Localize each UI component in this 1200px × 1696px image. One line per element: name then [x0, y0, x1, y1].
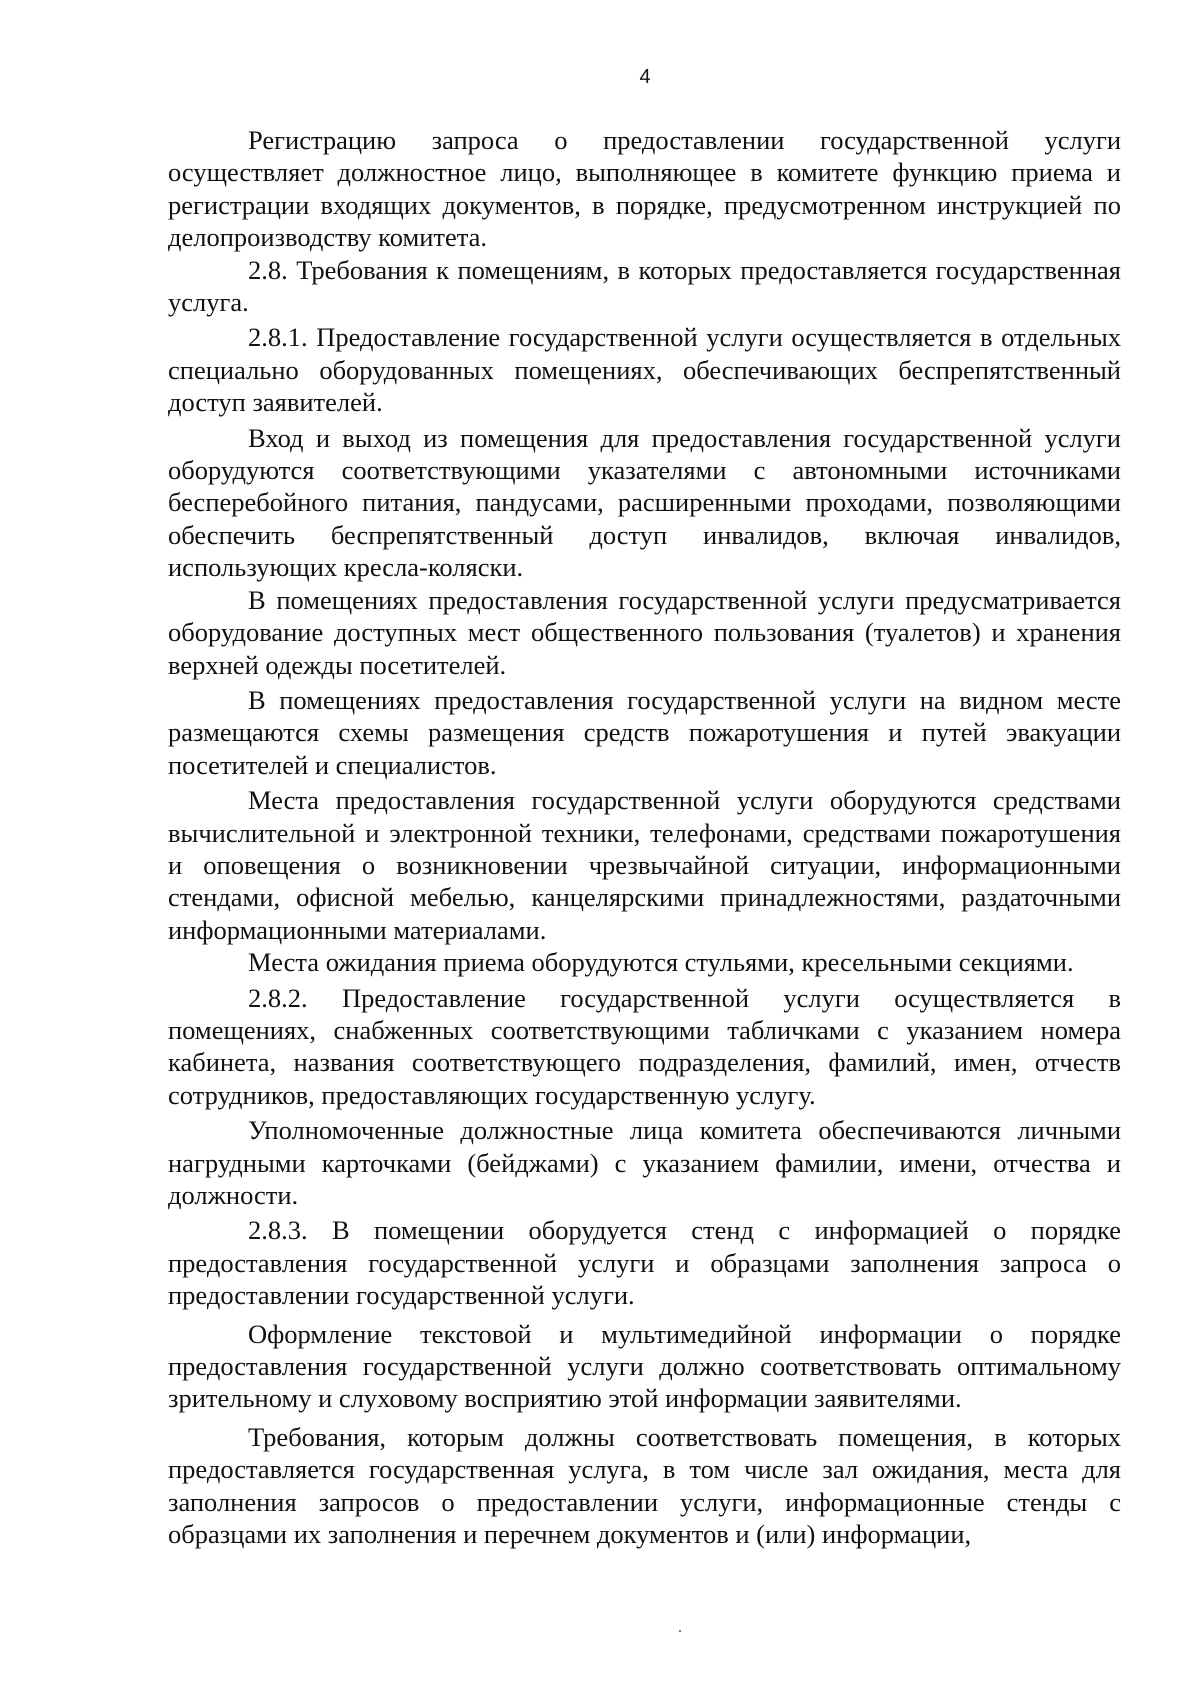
- document-body: [168, 124, 1121, 1550]
- paragraph-entrance-exit: Вход и выход из помещения для предоставления государственной услуги оборудуются соответствующими указателями с автономными источниками бесперебойного питания, пандусами, расширенными проходами, позволяющими обеспечить беспрепятственный доступ инвалидов, включая инвалидов, использующих кресла-коляски.: [168, 422, 1121, 583]
- paragraph-service-places-equipment: Места предоставления государственной услуги оборудуются средствами вычислительной и электронной техники, телефонами, средствами пожаротушения и оповещения о возникновении чрезвычайной ситуации, информационными стендами, офисной мебелью, канцелярскими принадлежностями, раздаточными информационными материалами.: [168, 785, 1121, 945]
- page-number: 4: [639, 66, 651, 88]
- paragraph-badges: Уполномоченные должностные лица комитета обеспечиваются личными нагрудными карточками (бейджами) с указанием фамилии, имени, отчества и должности.: [168, 1115, 1121, 1210]
- paragraph-2-8-heading: 2.8. Требования к помещениям, в которых предоставляется государственная услуга.: [168, 254, 1121, 318]
- scan-speck: [679, 1630, 681, 1632]
- paragraph-waiting-places: Места ожидания приема оборудуются стульями, кресельными секциями.: [248, 947, 1074, 978]
- paragraph-2-8-1: 2.8.1. Предоставление государственной услуги осуществляется в отдельных специально оборудованных помещениях, обеспечивающих беспрепятственный доступ заявителей.: [168, 322, 1121, 418]
- paragraph-premises-requirements: Требования, которым должны соответствовать помещения, в которых предоставляется государственная услуга, в том числе зал ожидания, места для заполнения запросов о предоставлении услуги, информационные стенды с образцами их заполнения и перечнем документов и (или) информации,: [168, 1421, 1121, 1550]
- paragraph-2-8-3: 2.8.3. В помещении оборудуется стенд с информацией о порядке предоставления государственной услуги и образцами заполнения запроса о предоставлении государственной услуги.: [168, 1215, 1121, 1311]
- paragraph-evacuation-schemes: В помещениях предоставления государственной услуги на видном месте размещаются схемы размещения средств пожаротушения и путей эвакуации посетителей и специалистов.: [168, 684, 1121, 780]
- paragraph-registration: Регистрацию запроса о предоставлении государственной услуги осуществляет должностное лицо, выполняющее в комитете функцию приема и регистрации входящих документов, в порядке, предусмотренном инструкцией по делопроизводству комитета.: [168, 125, 1121, 253]
- paragraph-multimedia-info: Оформление текстовой и мультимедийной информации о порядке предоставления государственной услуги должно соответствовать оптимальному зрительному и слуховому восприятию этой информации заявителями.: [168, 1318, 1121, 1414]
- paragraph-2-8-2: 2.8.2. Предоставление государственной услуги осуществляется в помещениях, снабженных соответствующими табличками с указанием номера кабинета, названия соответствующего подразделения, фамилий, имен, отчеств сотрудников, предоставляющих государственную услугу.: [168, 982, 1121, 1110]
- paragraph-public-places: В помещениях предоставления государственной услуги предусматривается оборудование доступных мест общественного пользования (туалетов) и хранения верхней одежды посетителей.: [168, 584, 1121, 680]
